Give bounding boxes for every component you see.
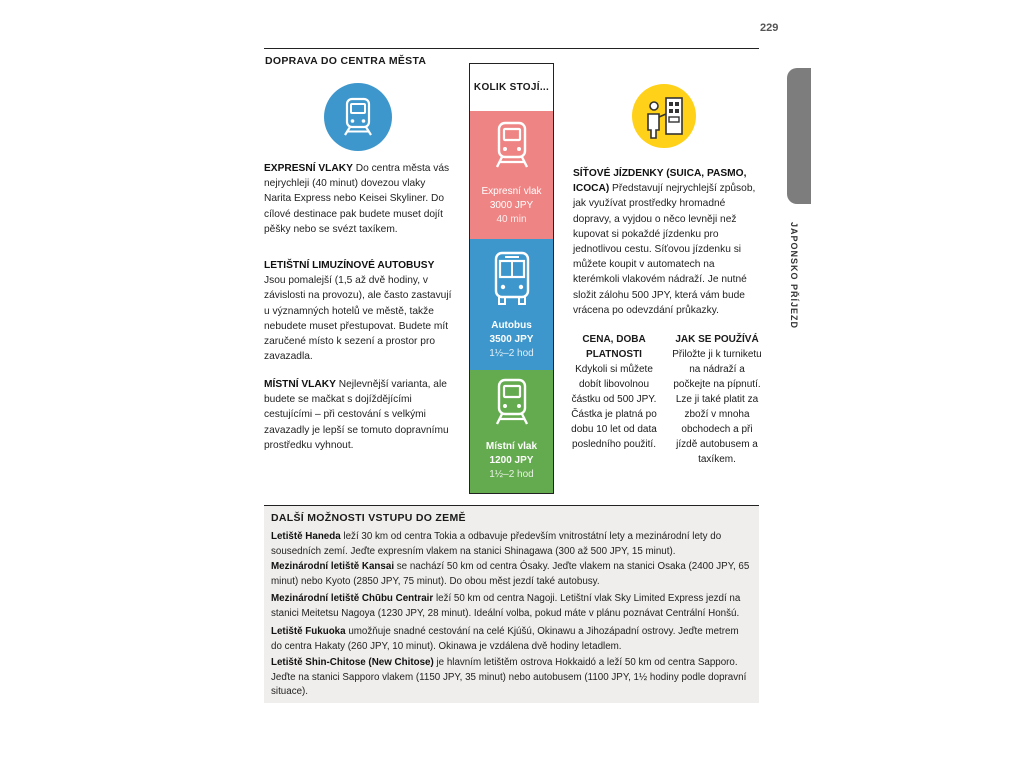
side-tab [787, 68, 811, 204]
local-train-price: 1200 JPY [489, 455, 534, 466]
express-train-price: 3000 JPY [489, 200, 534, 211]
train-icon [488, 119, 536, 181]
ticket-machine-circle-icon [632, 84, 696, 148]
kansai-heading: Mezinárodní letiště Kansai [271, 561, 395, 572]
other-entry-title: DALŠÍ MOŽNOSTI VSTUPU DO ZEMĚ [271, 512, 466, 524]
express-trains-text: Do centra města vás nejrychleji (40 minut) dovezou vlaky Narita Express nebo Keisei Skyliner. Do cílové destinace pak budete muset dojít pěšky nebo se svézt taxíkem. [264, 163, 450, 235]
local-train-fare [470, 370, 553, 493]
haneda-heading: Letiště Haneda [271, 531, 341, 542]
chubu-heading: Mezinárodní letiště Chūbu Centrair [271, 593, 434, 604]
chubu-text: leží 50 km od centra Nagoji. Letištní vlak Sky Limited Express jezdí na stanici Meitetsu Nagoya (1230 JPY, 28 minut). Ideální volba, pokud máte v plánu poznávat Centrální Honšú. [271, 593, 741, 619]
fare-column-header: KOLIK STOJÍ... [473, 81, 550, 93]
bus-price: 3500 JPY [489, 334, 534, 345]
bus-time: 1½–2 hod [489, 348, 534, 359]
local-trains-heading: MÍSTNÍ VLAKY [264, 379, 336, 390]
local-trains-para [264, 377, 452, 453]
section-title: DOPRAVA DO CENTRA MĚSTA [265, 55, 427, 67]
other-entry-haneda [271, 530, 751, 559]
local-train-name: Místní vlak [485, 441, 538, 452]
express-train-time: 40 min [496, 214, 527, 225]
chitose-heading: Letiště Shin-Chitose (New Chitose) [271, 657, 434, 668]
page-number: 229 [760, 22, 779, 34]
other-entry-fukuoka [271, 625, 751, 654]
express-trains-heading: EXPRESNÍ VLAKY [264, 163, 353, 174]
limo-bus-text: Jsou pomalejší (1,5 až dvě hodiny, v závislosti na provozu), ale často zastavují u významných hotelů ve městě, takže nebudete muset přestupovat. Budete mít zaručené místo k sezení a prostor pro zavazadla. [264, 275, 452, 363]
other-entry-chubu [271, 592, 751, 621]
local-train-time: 1½–2 hod [489, 469, 534, 480]
how-to-use-text: Přiložte ji k turniketu na nádraží a počkejte na pípnutí. Lze ji také platit za zboží v mnoha obchodech a při jízdě autobusem a taxíkem. [672, 349, 762, 465]
limo-bus-heading: LETIŠTNÍ LIMUZÍNOVÉ AUTOBUSY [264, 260, 435, 271]
other-entry-chitose [271, 656, 751, 700]
bus-name: Autobus [491, 320, 532, 331]
top-rule [264, 48, 759, 49]
express-train-fare [470, 111, 553, 239]
side-tab-label: JAPONSKO PŘÍJEZD [789, 222, 799, 330]
train-icon [488, 376, 536, 438]
train-circle-icon [324, 83, 392, 151]
price-validity-text: Kdykoli si můžete dobít libovolnou částku od 500 JPY. Částka je platná po dobu 10 let od data posledního použití. [571, 364, 657, 450]
ic-cards-heading: SÍŤOVÉ JÍZDENKY (SUICA, PASMO, ICOCA) [573, 168, 747, 195]
fukuoka-heading: Letiště Fukuoka [271, 626, 346, 637]
limo-bus-para [264, 258, 452, 364]
express-trains-para [264, 161, 452, 237]
chitose-text: je hlavním letištěm ostrova Hokkaidó a leží 50 km od centra Sapporo. Jeďte na stanici Sapporo vlakem (1150 JPY, 35 minut) nebo autobusem (1100 JPY, 1½ hodiny podle dopravní situace). [271, 657, 747, 698]
price-validity-col [566, 332, 662, 452]
bus-fare [470, 239, 553, 370]
ic-cards-text: Představují nejrychlejší způsob, jak využívat prostředky hromadné dopravy, a vyjdou o něco levněji než kupovat si pokaždé jízdenku pro jednotlivou cestu. Síťovou jízdenku si můžete koupit v automatech na kterémkoli vlakovém nádraží. Je nutné složit zálohu 500 JPY, která vám bude vrácena po odevzdání průkazky. [573, 183, 756, 316]
fukuoka-text: umožňuje snadné cestování na celé Kjúšú, Okinawu a Jihozápadní ostrovy. Jeďte metrem do centra Hakaty (260 JPY, 10 minut). Okinawa je vzdálena dvě hodiny letadlem. [271, 626, 739, 652]
other-entry-kansai [271, 560, 751, 589]
ic-cards-para [573, 166, 763, 318]
bus-icon [487, 249, 537, 313]
kansai-text: se nachází 50 km od centra Ósaky. Jeďte vlakem na stanici Osaka (2400 JPY, 65 minut) nebo Kyoto (2850 JPY, 75 minut). Do obou měst jezdí také autobusy. [271, 561, 750, 587]
price-validity-title: CENA, DOBA PLATNOSTI [582, 334, 646, 360]
how-to-use-col [672, 332, 762, 467]
how-to-use-title: JAK SE POUŽÍVÁ [675, 334, 759, 345]
express-train-name: Expresní vlak [481, 186, 542, 197]
local-trains-text: Nejlevnější varianta, ale budete se mačkat s dojíždějícími cestujícími – při cestování s velkými zavazadly je lepší se tomuto dopravnímu prostředku vyhnout. [264, 379, 449, 451]
haneda-text: leží 30 km od centra Tokia a odbavuje především vnitrostátní lety a mezinárodní lety do sousedních zemí. Jeďte expresním vlakem na stanici Shinagawa (300 až 500 JPY, 15 minut). [271, 531, 722, 557]
